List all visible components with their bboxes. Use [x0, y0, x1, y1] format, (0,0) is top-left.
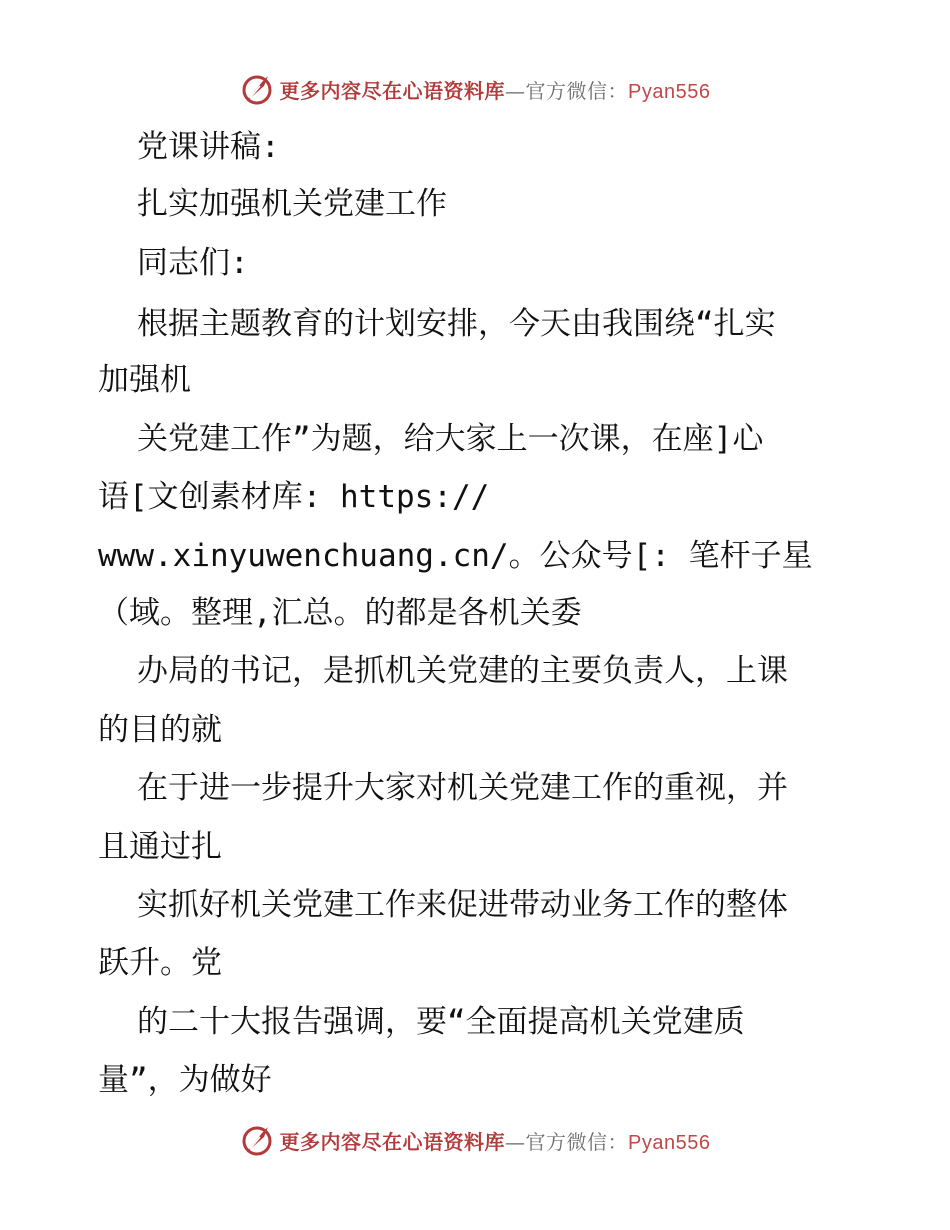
- footer-watermark: [0, 1123, 950, 1157]
- watermark-wechat-id: Pyan556: [628, 1131, 711, 1154]
- watermark-separator: —: [505, 1129, 526, 1154]
- watermark-site-name: 更多内容尽在心语资料库: [279, 1129, 506, 1154]
- watermark-wechat-label: 官方微信：: [525, 78, 629, 103]
- text-line: 语[文创素材库: https://: [98, 479, 490, 515]
- text-line: 办局的书记，是抓机关党建的主要负责人，上课: [137, 653, 788, 689]
- text-line: （域。整理,汇总。的都是各机关委: [98, 595, 582, 631]
- text-line: 在于进一步提升大家对机关党建工作的重视，并: [137, 770, 788, 806]
- quill-logo-icon: [240, 72, 274, 106]
- watermark-wechat-id: Pyan556: [628, 80, 711, 103]
- text-line: 关党建工作”为题，给大家上一次课，在座]心: [137, 421, 764, 457]
- text-line: www.xinyuwenchuang.cn/。公众号[: 笔杆子星: [98, 538, 813, 574]
- watermark-separator: —: [505, 78, 526, 103]
- text-line: 根据主题教育的计划安排，今天由我围绕“扎实: [137, 306, 776, 342]
- text-line: 的二十大报告强调，要“全面提高机关党建质: [137, 1004, 745, 1040]
- text-line: 量”，为做好: [98, 1062, 272, 1098]
- watermark-site-name: 更多内容尽在心语资料库: [279, 78, 506, 103]
- text-line: 扎实加强机关党建工作: [137, 186, 447, 222]
- watermark-text: [280, 75, 711, 104]
- text-line: 党课讲稿:: [137, 129, 280, 165]
- header-watermark: [0, 72, 950, 106]
- text-line: 实抓好机关党建工作来促进带动业务工作的整体: [137, 887, 788, 923]
- text-line: 且通过扎: [98, 829, 222, 865]
- watermark-wechat-label: 官方微信：: [525, 1129, 629, 1154]
- text-line: 同志们:: [137, 245, 249, 281]
- text-line: 加强机: [98, 362, 191, 398]
- watermark-text: [280, 1126, 711, 1155]
- quill-logo-icon: [240, 1123, 274, 1157]
- text-line: 跃升。党: [98, 945, 222, 981]
- text-line: 的目的就: [98, 712, 222, 748]
